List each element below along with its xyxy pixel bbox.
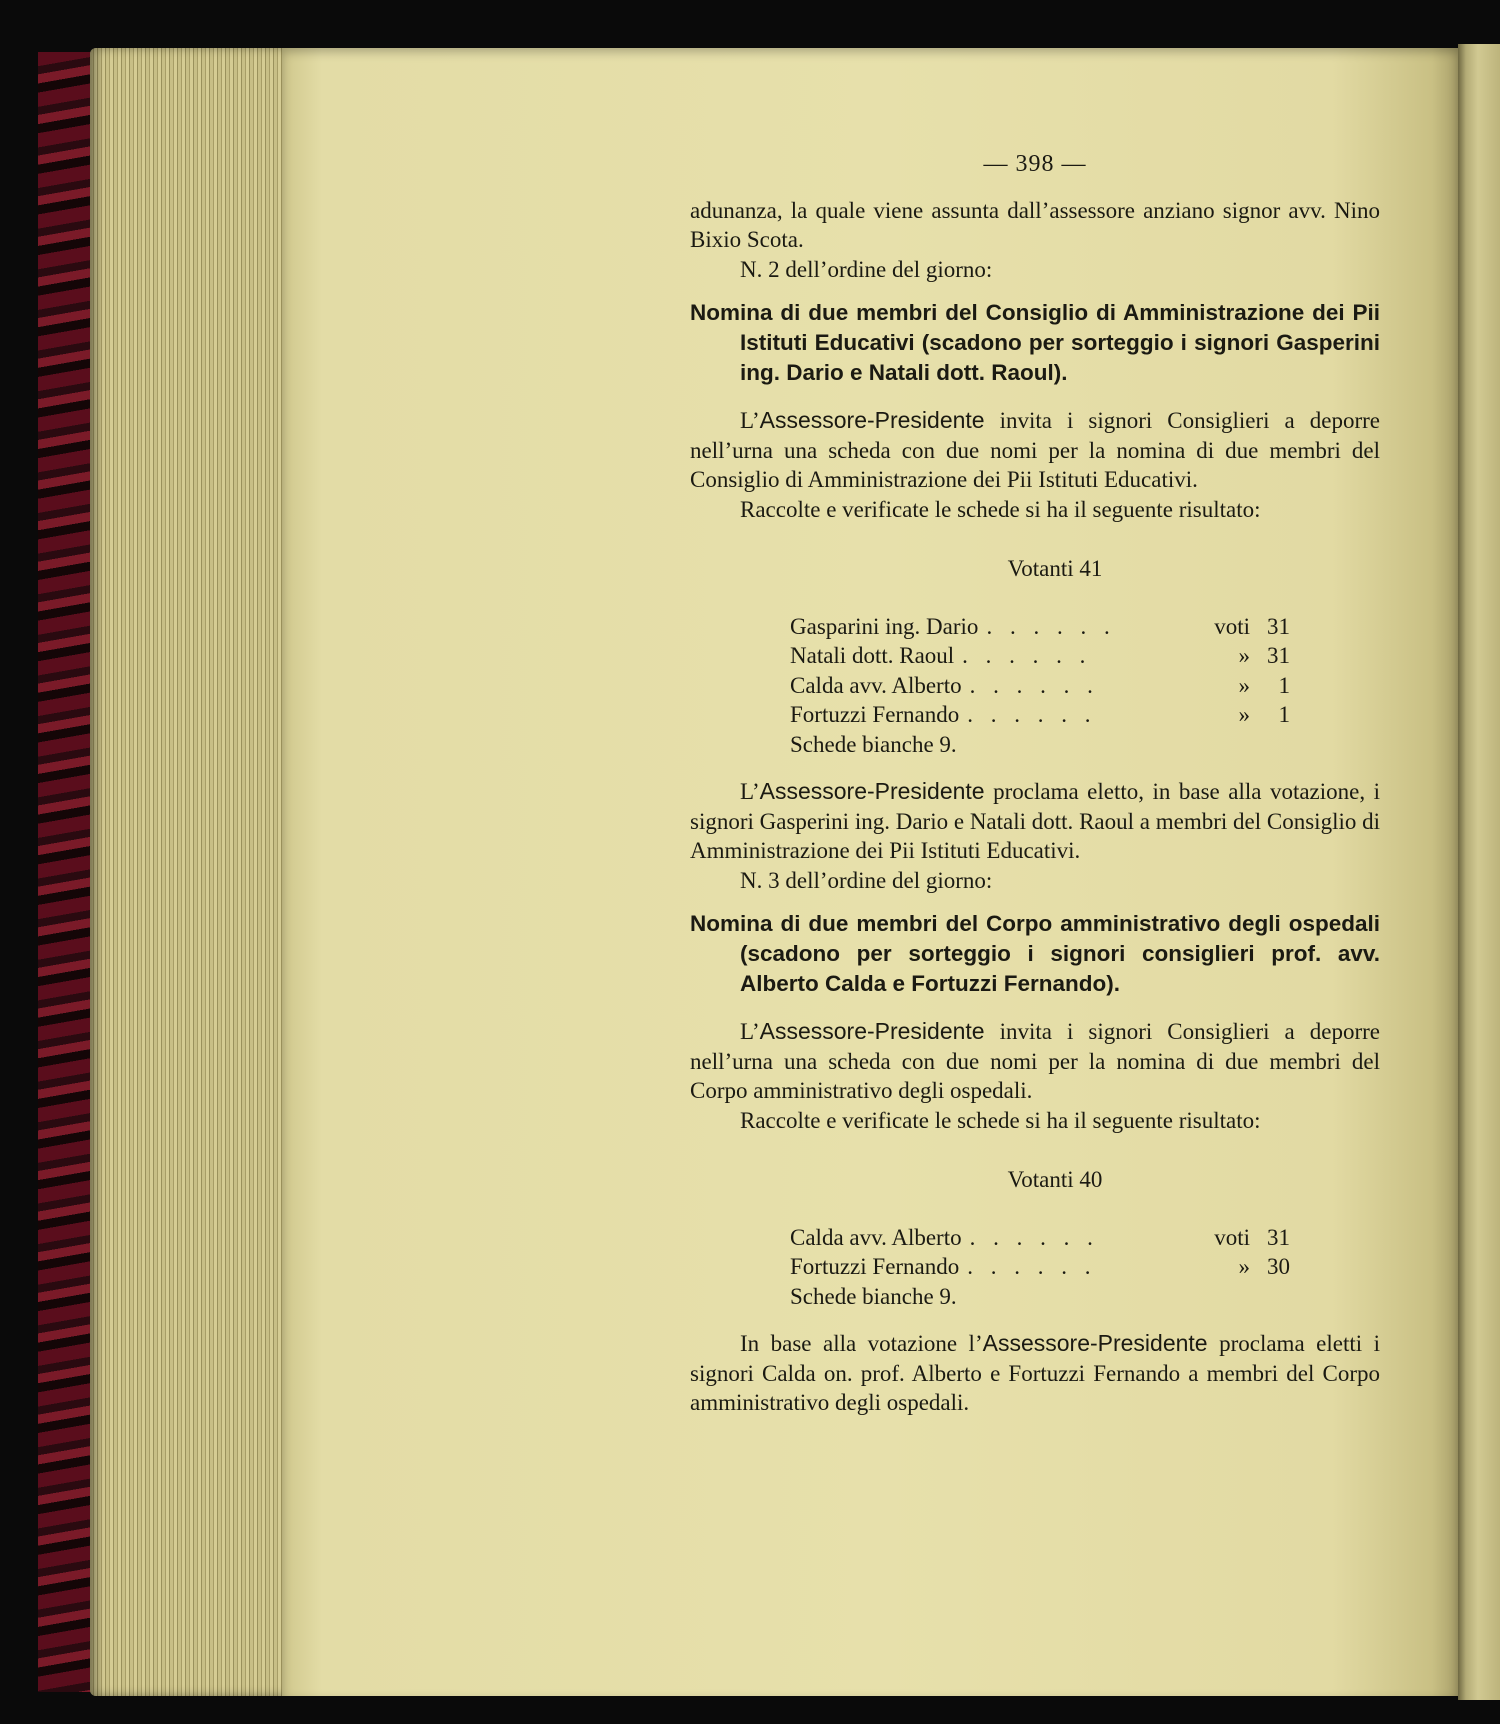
item2-proclaim-text: proclama eletto, in base alla votazione, i signori Gasperini ing. Dario e Natali dott. Raoul a membri del Consiglio di Amministrazione dei Pii Istituti Educativi. — [690, 779, 1380, 863]
result-label: » — [1238, 672, 1250, 698]
item2-proclaim-role: Assessore-Presidente — [759, 778, 985, 804]
item2-results — [790, 612, 1290, 760]
result-row: Natali dott. Raoul . . . . . . » 31 — [790, 641, 1290, 671]
result-label: » — [1238, 1254, 1250, 1279]
item3-invite-role: Assessore-Presidente — [759, 1018, 985, 1044]
agenda-item-2-label: N. 2 dell’ordine del giorno: — [740, 256, 993, 282]
agenda-item-2-heading: Nomina di due membri del Consiglio di Amministrazione dei Pii Istituti Educativi (scadono per sorteggio i signori Gasperini ing. Dario e Natali dott. Raoul). — [690, 300, 1380, 385]
item2-proclaim-paragraph — [690, 777, 1380, 866]
result-row: Fortuzzi Fernando . . . . . . » 30 — [790, 1252, 1290, 1282]
item3-final-prefix: In base alla votazione l’ — [740, 1331, 983, 1356]
result-row: Calda avv. Alberto . . . . . . voti 31 — [790, 1223, 1290, 1253]
result-name: Fortuzzi Fernando — [790, 702, 960, 727]
item3-invite-prefix: L’ — [740, 1019, 760, 1044]
blank-ballots: Schede bianche 9. — [790, 1283, 957, 1309]
result-label: voti — [1214, 613, 1250, 639]
page-stack-edges — [90, 48, 286, 1696]
item3-final-text: proclama eletti i signori Calda on. prof. Alberto e Fortuzzi Fernando a membri del Corpo amministrativo degli ospedali. — [690, 1331, 1380, 1415]
result-name: Natali dott. Raoul — [790, 643, 955, 668]
item2-collect-paragraph: Raccolte e verificate le schede si ha il seguente risultato: — [740, 496, 1261, 522]
result-value: 31 — [1267, 613, 1290, 639]
item2-invite-text: invita i signori Consiglieri a deporre nell’urna una scheda con due nomi per la nomina di due membri del Consiglio di Amministrazione dei Pii Istituti Educativi. — [690, 408, 1380, 492]
result-name: Fortuzzi Fernando — [790, 1254, 960, 1279]
result-label: » — [1238, 702, 1250, 727]
result-label: » — [1238, 643, 1250, 668]
item2-invite-role: Assessore-Presidente — [759, 407, 985, 433]
result-name: Calda avv. Alberto — [790, 672, 962, 698]
item3-final-role: Assessore-Presidente — [982, 1330, 1208, 1356]
result-name: Calda avv. Alberto — [790, 1224, 962, 1250]
item3-invite-paragraph — [690, 1017, 1380, 1106]
result-row: Calda avv. Alberto . . . . . . » 1 — [790, 671, 1290, 701]
item2-votanti: Votanti 41 — [1007, 556, 1103, 581]
item2-invite-paragraph — [690, 406, 1380, 495]
item3-votanti: Votanti 40 — [1007, 1167, 1103, 1192]
blank-ballots: Schede bianche 9. — [790, 731, 957, 757]
intro-paragraph: adunanza, la quale viene assunta dall’assessore anziano signor avv. Nino Bixio Scota. — [690, 197, 1380, 252]
page-text — [690, 150, 1380, 1418]
item3-results — [790, 1223, 1290, 1312]
item2-invite-prefix: L’ — [740, 408, 760, 433]
item2-proclaim-prefix: L’ — [740, 779, 760, 804]
result-value: 1 — [1278, 702, 1290, 727]
item3-collect-paragraph: Raccolte e verificate le schede si ha il seguente risultato: — [740, 1107, 1261, 1133]
agenda-item-3-label: N. 3 dell’ordine del giorno: — [740, 867, 993, 893]
agenda-item-3-heading: Nomina di due membri del Corpo amministrativo degli ospedali (scadono per sorteggio i signori consiglieri prof. avv. Alberto Calda e Fortuzzi Fernando). — [690, 911, 1380, 996]
item3-final-paragraph — [690, 1329, 1380, 1418]
result-name: Gasparini ing. Dario — [790, 613, 979, 639]
result-value: 1 — [1278, 672, 1290, 698]
item3-invite-text: invita i signori Consiglieri a deporre nell’urna una scheda con due nomi per la nomina di due membri del Corpo amministrativo degli ospedali. — [690, 1019, 1380, 1103]
result-value: 31 — [1267, 643, 1290, 668]
result-value: 31 — [1267, 1224, 1290, 1250]
facing-page-gutter — [1458, 44, 1500, 1700]
page-number: — 398 — — [983, 151, 1087, 177]
result-row: Gasparini ing. Dario . . . . . . voti 31 — [790, 612, 1290, 642]
result-value: 30 — [1267, 1254, 1290, 1279]
result-row: Fortuzzi Fernando . . . . . . » 1 — [790, 700, 1290, 730]
result-label: voti — [1214, 1224, 1250, 1250]
